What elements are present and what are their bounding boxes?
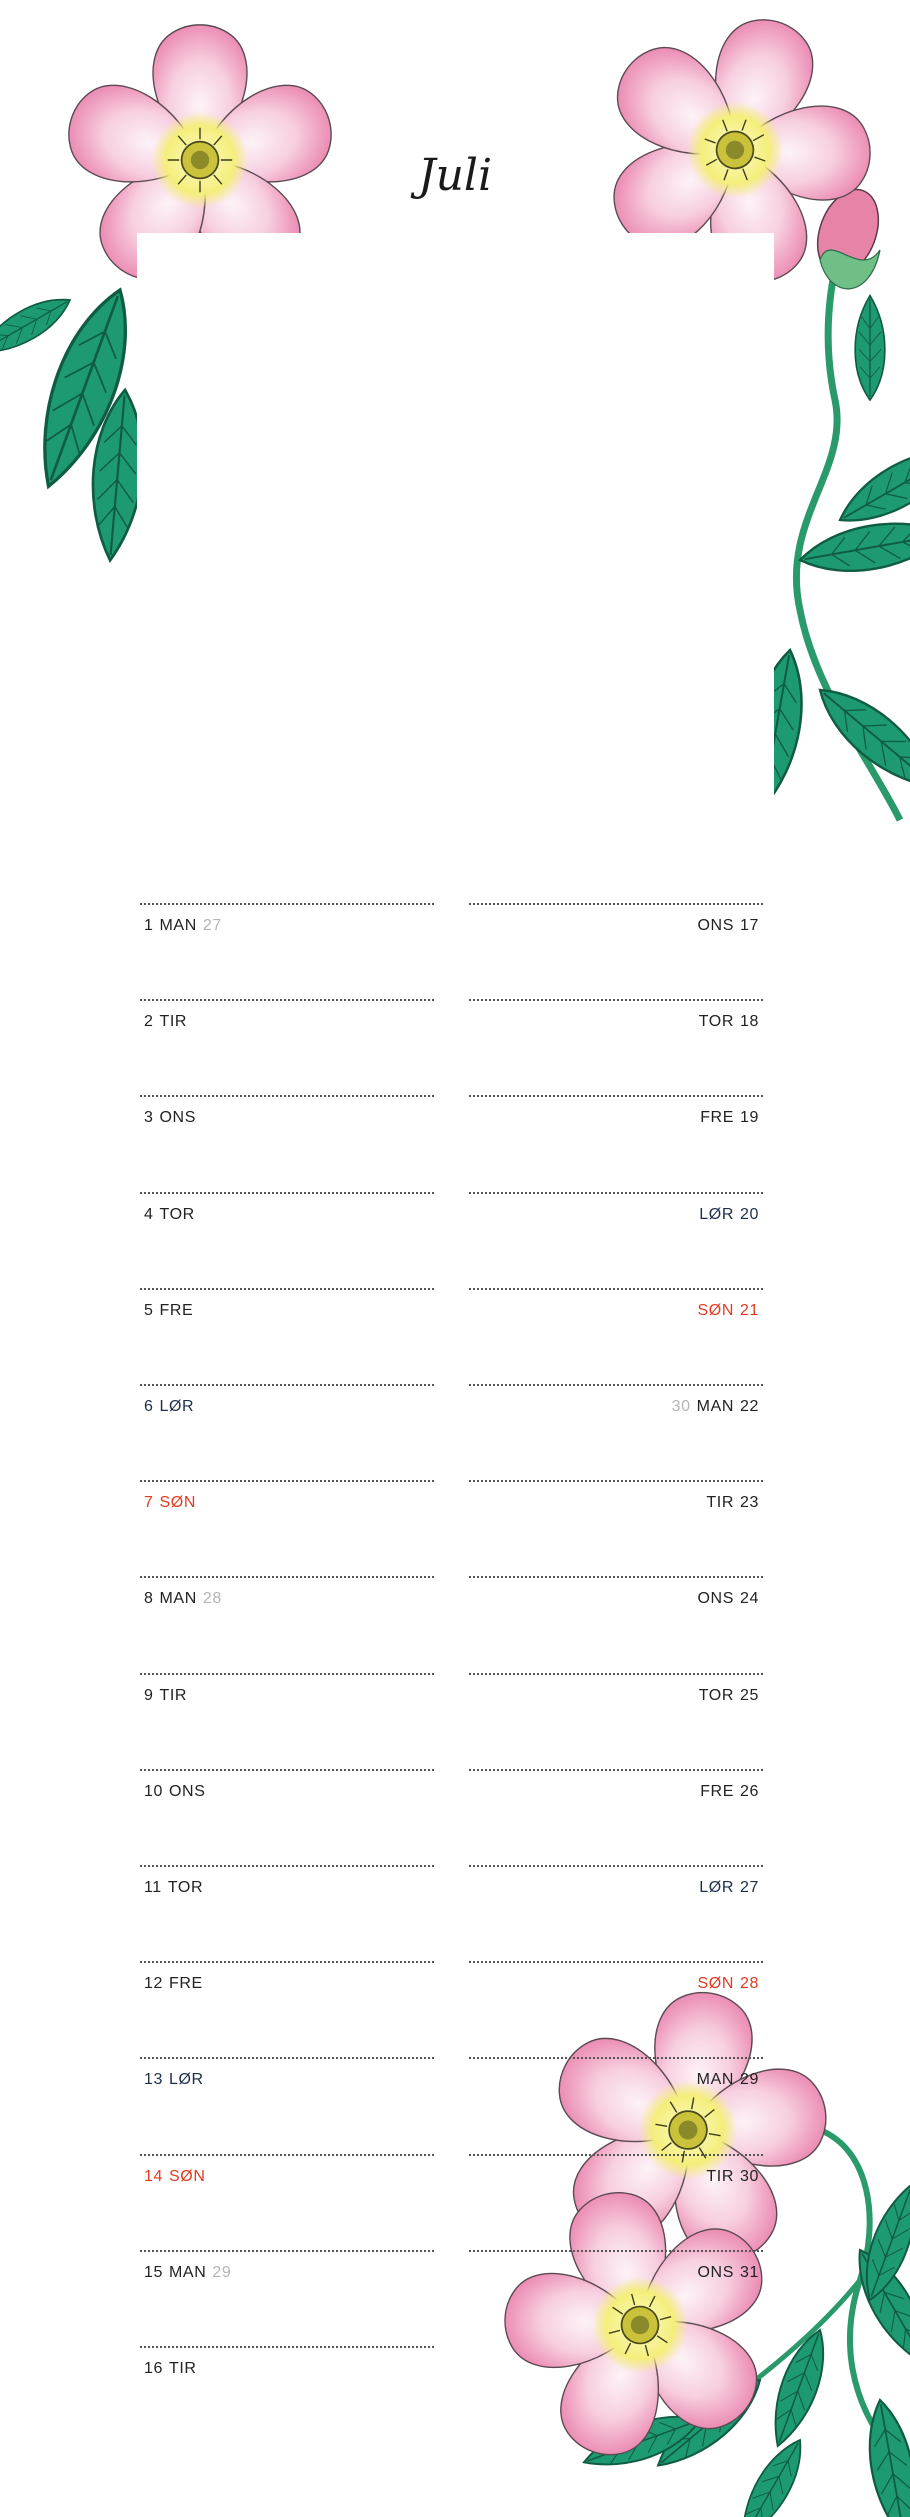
week-number: 28 (202, 1590, 222, 1608)
day-number: 27 (740, 1879, 759, 1896)
weekday-name: SØN (697, 1301, 734, 1319)
day-label (141, 1013, 190, 1031)
week-number: 29 (212, 2263, 232, 2281)
weekday-name: MAN (169, 2263, 207, 2281)
day-label (141, 1206, 198, 1224)
day-number: 28 (740, 1975, 759, 1993)
day-row-15 (140, 2250, 434, 2348)
day-row-14 (140, 2154, 434, 2252)
day-row-25 (469, 1673, 763, 1771)
day-label (703, 1494, 762, 1512)
weekday-name: FRE (159, 1301, 194, 1319)
day-row-21 (469, 1288, 763, 1386)
day-row-30 (469, 2154, 763, 2252)
day-label (141, 1879, 206, 1897)
weekday-name: MAN (159, 1590, 197, 1608)
weekday-name: SØN (159, 1494, 196, 1512)
day-number: 20 (740, 1205, 759, 1223)
day-number: 12 (144, 1975, 163, 1993)
day-row-5 (140, 1288, 434, 1386)
day-row-29 (469, 2057, 763, 2155)
day-label (141, 1494, 199, 1512)
day-label (695, 1590, 762, 1608)
weekday-name: FRE (700, 1782, 734, 1800)
weekday-name: SØN (169, 2167, 206, 2185)
day-row-9 (140, 1673, 434, 1771)
day-label (141, 1590, 225, 1608)
day-label (141, 2264, 234, 2282)
day-row-18 (469, 999, 763, 1097)
day-label (669, 1398, 762, 1416)
day-row-12 (140, 1961, 434, 2059)
weekday-name: FRE (700, 1109, 734, 1127)
day-label (141, 1398, 197, 1416)
weekday-name: ONS (159, 1109, 196, 1127)
day-label (141, 2168, 208, 2186)
day-number: 1 (144, 917, 154, 934)
day-label (141, 1302, 196, 1320)
weekday-name: LØR (169, 2071, 204, 2089)
month-title: Juli (417, 150, 493, 201)
day-number: 3 (144, 1109, 154, 1127)
day-label (694, 2071, 762, 2089)
day-number: 15 (144, 2263, 163, 2281)
weekday-name: LØR (699, 1205, 734, 1223)
top-left-leaves (0, 280, 149, 563)
day-label (703, 2168, 762, 2186)
weekday-name: LØR (159, 1398, 195, 1415)
day-number: 29 (740, 2071, 759, 2089)
day-number: 17 (740, 917, 759, 934)
week-number: 27 (202, 917, 222, 934)
weekday-name: SØN (697, 1975, 734, 1993)
day-number: 30 (740, 2167, 759, 2185)
weekday-name: TIR (706, 1494, 734, 1512)
day-row-20 (469, 1192, 763, 1290)
day-number: 22 (740, 1398, 759, 1415)
day-label (141, 1109, 199, 1127)
day-row-23 (469, 1480, 763, 1578)
day-row-3 (140, 1095, 434, 1193)
weekday-name: LØR (699, 1879, 734, 1896)
week-number: 30 (671, 1398, 691, 1415)
day-label (141, 2360, 200, 2378)
weekday-name: ONS (697, 1590, 734, 1608)
day-row-2 (140, 999, 434, 1097)
day-row-16 (140, 2346, 434, 2444)
day-row-28 (469, 1961, 763, 2059)
day-row-8 (140, 1576, 434, 1674)
day-label (696, 1687, 762, 1705)
day-row-13 (140, 2057, 434, 2155)
weekday-name: TIR (169, 2360, 197, 2377)
day-label (141, 1687, 190, 1705)
day-number: 18 (740, 1013, 759, 1031)
day-number: 13 (144, 2071, 163, 2089)
day-row-27 (469, 1865, 763, 1963)
day-number: 9 (144, 1686, 154, 1704)
day-number: 24 (740, 1590, 759, 1608)
day-label (141, 917, 225, 935)
day-row-19 (469, 1095, 763, 1193)
day-number: 21 (740, 1301, 759, 1319)
day-label (141, 2071, 207, 2089)
weekday-name: TOR (167, 1879, 204, 1896)
day-label (695, 1975, 762, 1993)
illustration-area (137, 233, 774, 873)
day-row-4 (140, 1192, 434, 1290)
day-row-31 (469, 2250, 763, 2348)
weekday-name: MAN (696, 1398, 734, 1415)
day-row-22 (469, 1384, 763, 1482)
weekday-name: TIR (159, 1013, 188, 1031)
weekday-name: TOR (698, 1013, 734, 1031)
day-label (696, 1013, 762, 1031)
day-number: 10 (144, 1782, 163, 1800)
weekday-name: ONS (697, 917, 734, 934)
day-label (141, 1975, 206, 1993)
day-row-6 (140, 1384, 434, 1482)
day-label (695, 917, 762, 935)
weekday-name: TOR (159, 1205, 195, 1223)
day-number: 2 (144, 1013, 154, 1031)
weekday-name: FRE (169, 1975, 203, 1993)
weekday-name: TIR (159, 1686, 188, 1704)
weekday-name: TIR (706, 2167, 734, 2185)
weekday-name: TOR (698, 1686, 734, 1704)
day-number: 26 (740, 1782, 759, 1800)
day-number: 19 (740, 1109, 759, 1127)
day-number: 7 (144, 1494, 154, 1512)
day-number: 14 (144, 2167, 163, 2185)
day-label (697, 1783, 762, 1801)
day-row-1 (140, 903, 434, 1001)
day-number: 4 (144, 1205, 154, 1223)
day-label (696, 1879, 762, 1897)
day-row-10 (140, 1769, 434, 1867)
weekday-name: MAN (696, 2071, 734, 2089)
day-number: 25 (740, 1686, 759, 1704)
day-number: 11 (144, 1879, 162, 1896)
day-number: 23 (740, 1494, 759, 1512)
weekday-name: ONS (169, 1782, 206, 1800)
day-row-26 (469, 1769, 763, 1867)
day-row-17 (469, 903, 763, 1001)
day-number: 6 (144, 1398, 154, 1415)
day-number: 31 (740, 2263, 759, 2281)
day-row-7 (140, 1480, 434, 1578)
day-number: 5 (144, 1301, 154, 1319)
day-label (697, 1109, 762, 1127)
day-label (695, 2264, 762, 2282)
day-label (696, 1206, 762, 1224)
weekday-name: MAN (159, 917, 197, 934)
day-row-24 (469, 1576, 763, 1674)
day-number: 8 (144, 1590, 154, 1608)
day-label (141, 1783, 208, 1801)
day-row-11 (140, 1865, 434, 1963)
weekday-name: ONS (697, 2263, 734, 2281)
day-number: 16 (144, 2360, 163, 2377)
day-label (695, 1302, 762, 1320)
